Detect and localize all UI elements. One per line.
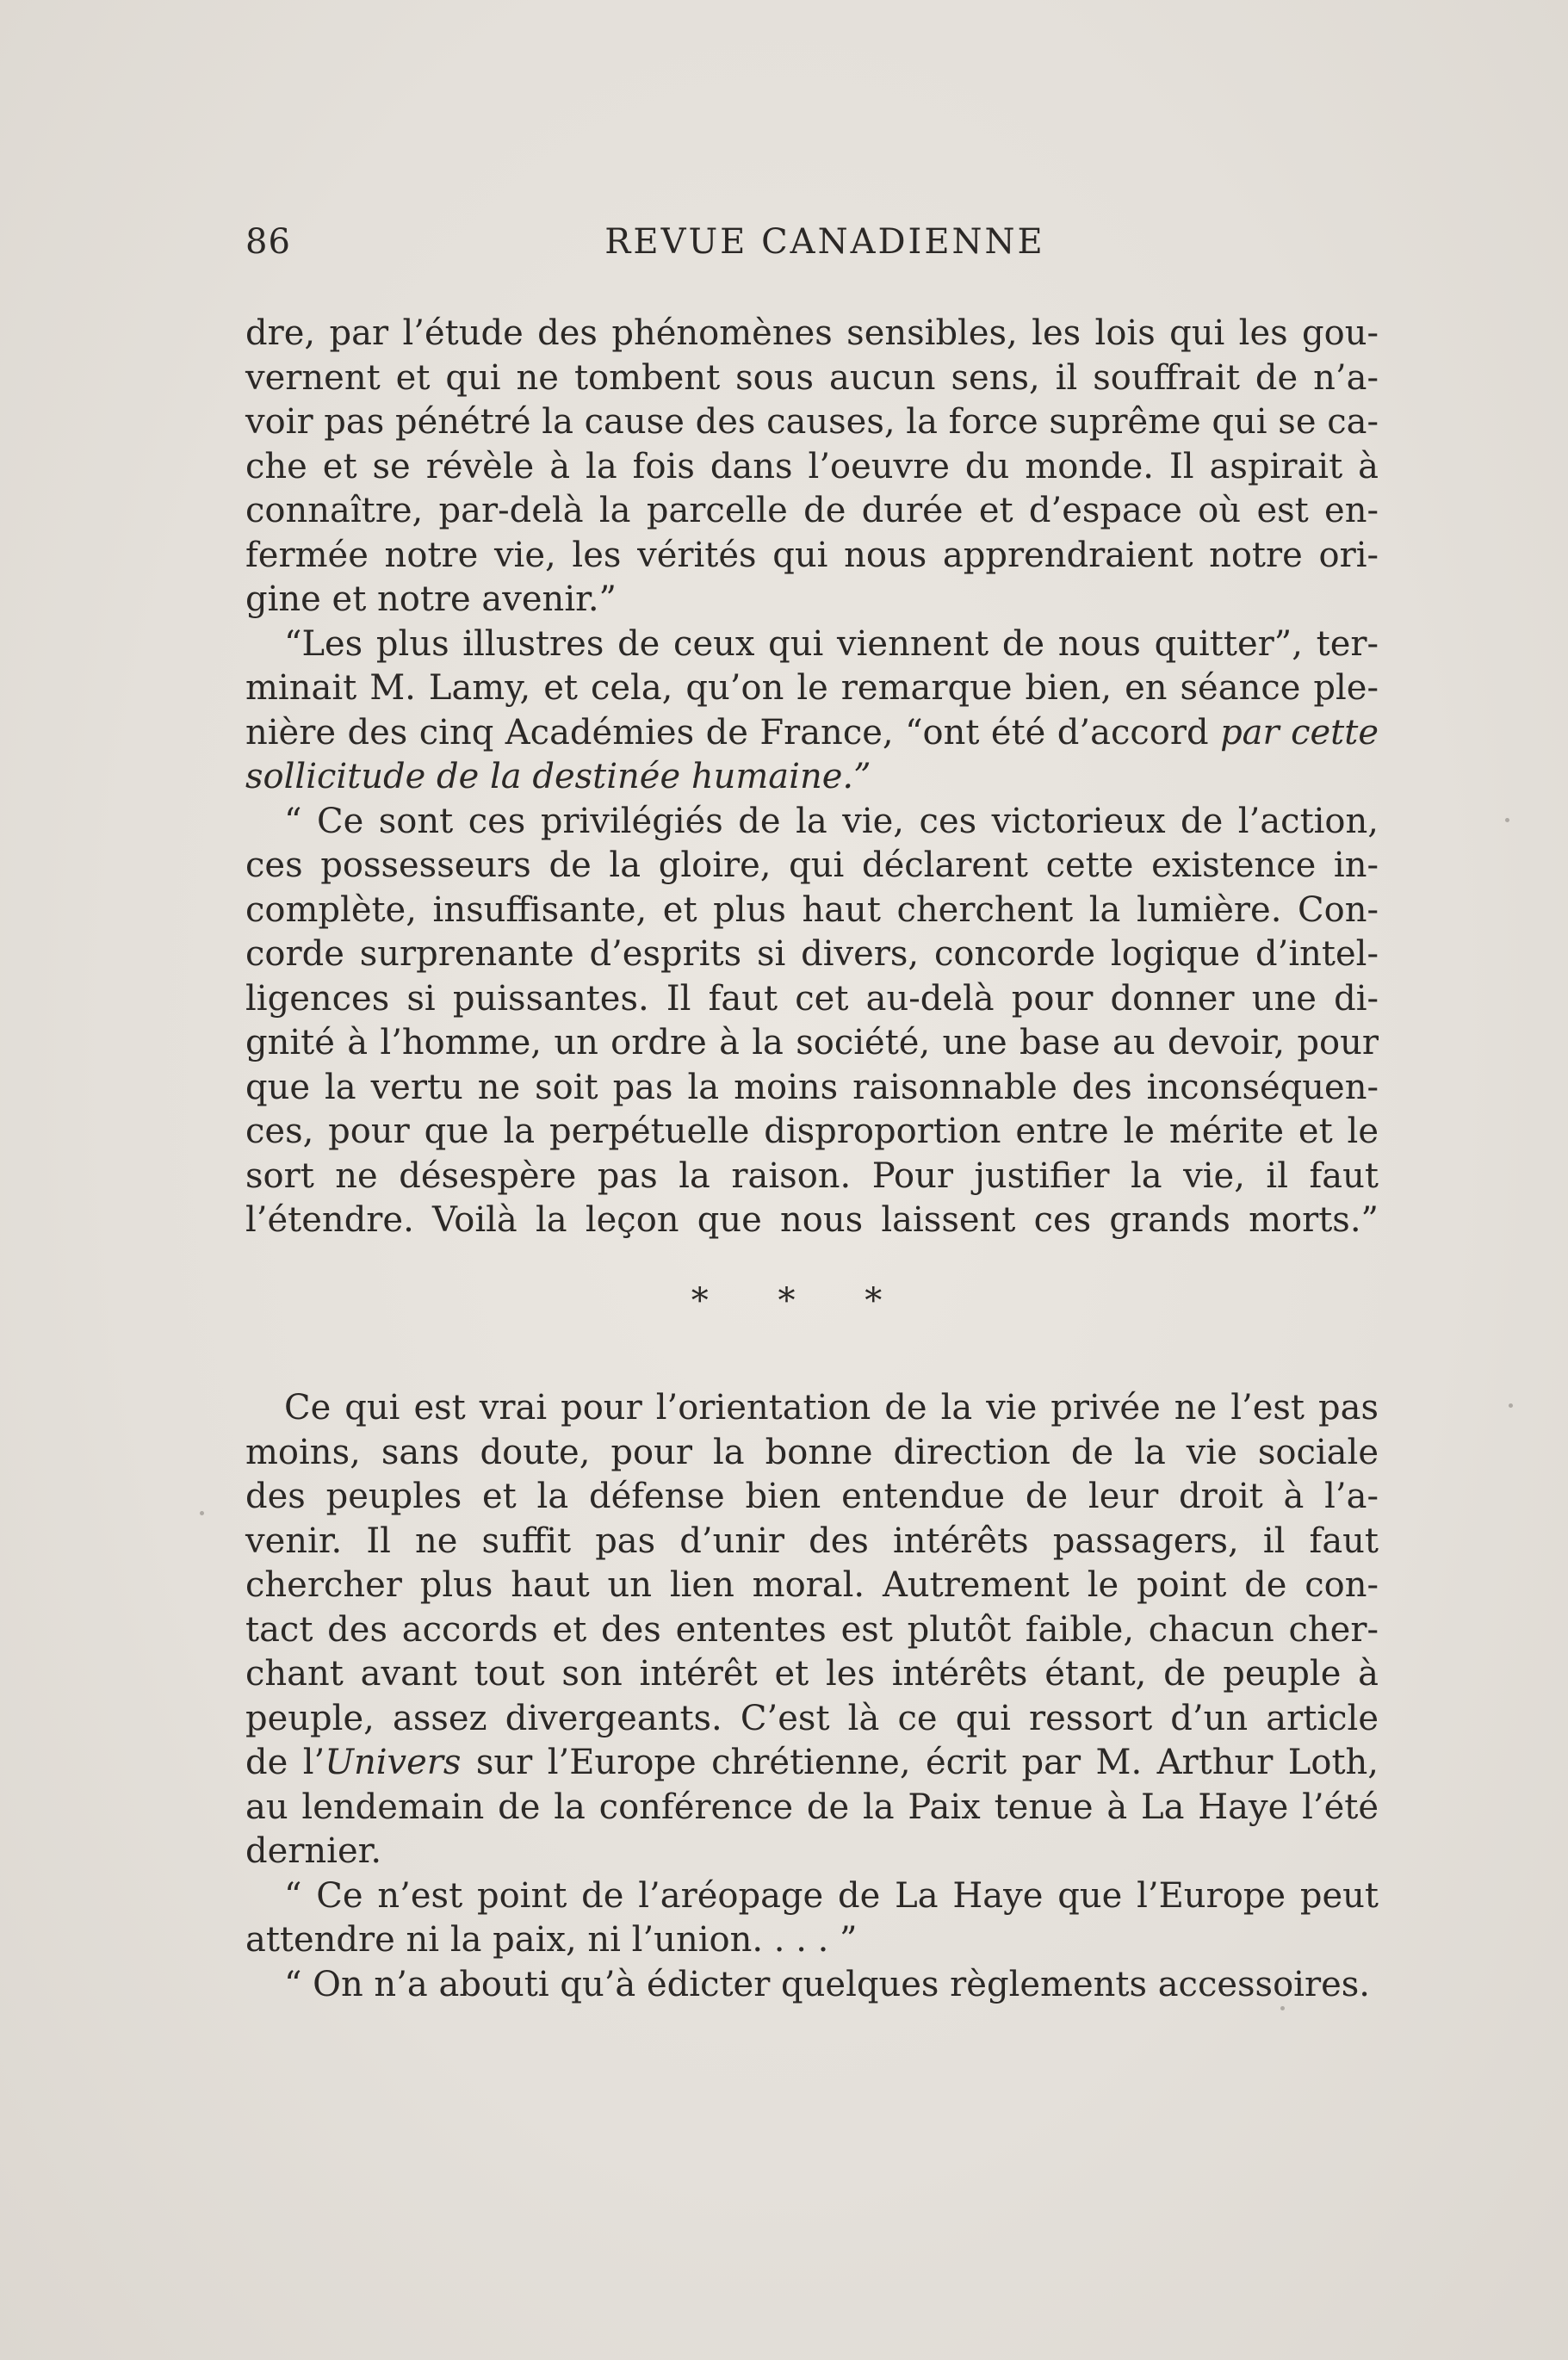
text-line: chant avant tout son intérêt et les intérêts étant, de peuple à bbox=[245, 1654, 1379, 1694]
paper-speck bbox=[200, 1511, 204, 1515]
paper-speck bbox=[1509, 1403, 1513, 1408]
text-line: che et se révèle à la fois dans l’oeuvre du monde. Il aspirait à bbox=[245, 446, 1379, 486]
text-line-mixed bbox=[245, 711, 1379, 756]
text-line: ces possesseurs de la gloire, qui déclarent cette existence in- bbox=[245, 846, 1379, 885]
text-span: sur l’Europe chrétienne, écrit par M. Arthur Loth, bbox=[461, 1743, 1379, 1782]
paper-speck bbox=[1280, 2006, 1285, 2010]
text-line: “ On n’a abouti qu’à édicter quelques règlements accessoires. bbox=[284, 1964, 1370, 2004]
text-line: Ce qui est vrai pour l’orientation de la vie privée ne l’est pas bbox=[284, 1388, 1379, 1428]
text-line: voir pas pénétré la cause des causes, la force suprême qui se ca- bbox=[245, 402, 1379, 442]
text-line: moins, sans doute, pour la bonne direction de la vie sociale bbox=[245, 1432, 1379, 1472]
italic-text: Univers bbox=[325, 1743, 462, 1782]
text-line: attendre ni la paix, ni l’union. . . . ” bbox=[245, 1920, 858, 1960]
text-line: venir. Il ne suffit pas d’unir des intérêts passagers, il faut bbox=[245, 1521, 1379, 1561]
body-text-block-2 bbox=[245, 1386, 1379, 2007]
text-line: ligences si puissantes. Il faut cet au-delà pour donner une di- bbox=[245, 978, 1379, 1019]
text-line: que la vertu ne soit pas la moins raisonnable des inconséquen- bbox=[245, 1067, 1379, 1107]
text-line: gnité à l’homme, un ordre à la société, une base au devoir, pour bbox=[245, 1023, 1379, 1062]
text-line: gine et notre avenir.” bbox=[245, 579, 617, 619]
text-line: tact des accords et des ententes est plutôt faible, chacun cher- bbox=[245, 1609, 1379, 1650]
text-line: dernier. bbox=[245, 1831, 382, 1871]
page-number: 86 bbox=[245, 222, 291, 262]
text-line: corde surprenante d’esprits si divers, concorde logique d’intel- bbox=[245, 934, 1379, 974]
text-line: peuple, assez divergeants. C’est là ce qui ressort d’un article bbox=[245, 1698, 1379, 1738]
text-line: des peuples et la défense bien entendue de leur droit à l’a- bbox=[245, 1477, 1379, 1516]
text-line: “ Ce sont ces privilégiés de la vie, ces victorieux de l’action, bbox=[284, 801, 1379, 841]
text-line: vernent et qui ne tombent sous aucun sens, il souffrait de n’a- bbox=[245, 357, 1379, 398]
text-line: sort ne désespère pas la raison. Pour justifier la vie, il faut bbox=[245, 1155, 1379, 1196]
text-line: chercher plus haut un lien moral. Autrement le point de con- bbox=[245, 1565, 1379, 1605]
text-line-mixed bbox=[245, 1741, 1379, 1786]
text-line: ces, pour que la perpétuelle disproportion entre le mérite et le bbox=[245, 1112, 1379, 1151]
section-separator: * * * bbox=[691, 1281, 912, 1321]
text-line: “ Ce n’est point de l’aréopage de La Haye que l’Europe peut bbox=[284, 1875, 1379, 1916]
text-span: de l’ bbox=[245, 1743, 325, 1782]
running-title: REVUE CANADIENNE bbox=[604, 222, 1045, 262]
text-line: connaître, par-delà la parcelle de durée et d’espace où est en- bbox=[245, 491, 1379, 530]
italic-text: par cette bbox=[1220, 712, 1379, 753]
body-text-block-1 bbox=[245, 312, 1379, 1243]
italic-text: sollicitude de la destinée humaine.” bbox=[245, 757, 871, 796]
text-line: fermée notre vie, les vérités qui nous apprendraient notre ori- bbox=[245, 535, 1379, 575]
text-line: minait M. Lamy, et cela, qu’on le remarque bien, en séance ple- bbox=[245, 668, 1379, 708]
text-line: “Les plus illustres de ceux qui viennent de nous quitter”, ter- bbox=[284, 623, 1379, 664]
text-line-italic bbox=[245, 755, 1379, 800]
text-line: complète, insuffisante, et plus haut cherchent la lumière. Con- bbox=[245, 889, 1379, 930]
text-span: nière des cinq Académies de France, “ont été d’accord bbox=[245, 712, 1221, 753]
text-line: au lendemain de la conférence de la Paix tenue à La Haye l’été bbox=[245, 1787, 1379, 1827]
paper-speck bbox=[1505, 818, 1509, 822]
text-line: dre, par l’étude des phénomènes sensibles, les lois qui les gou- bbox=[245, 313, 1379, 353]
text-line: l’étendre. Voilà la leçon que nous laissent ces grands morts.” bbox=[245, 1200, 1379, 1240]
page-header bbox=[245, 222, 1379, 274]
